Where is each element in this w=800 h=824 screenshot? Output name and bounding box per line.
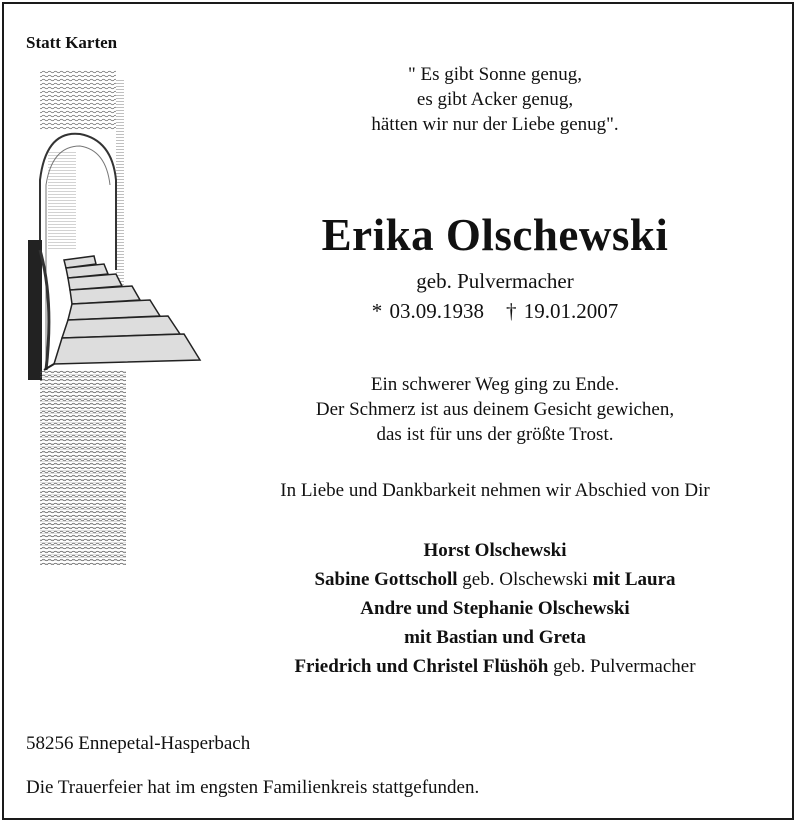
birth-date: * 03.09.1938	[371, 299, 484, 323]
death-date: † 19.01.2007	[506, 299, 619, 323]
mourner-line	[225, 652, 765, 681]
life-dates	[225, 298, 765, 324]
address: 58256 Ennepetal-Hasperbach	[26, 733, 251, 754]
poem-line: Ein schwerer Weg ging zu Ende.	[370, 374, 620, 395]
deceased-name: Erika Olschewski	[321, 210, 669, 260]
quote-line: hätten wir nur der Liebe genug".	[371, 114, 619, 135]
mourner-name: Friedrich und Christel Flüshöh	[294, 656, 549, 677]
header-label: Statt Karten	[26, 33, 118, 52]
opening-quote	[225, 62, 765, 137]
memorial-poem	[225, 372, 765, 447]
mourner-with: mit Laura	[592, 569, 676, 590]
mourner-name: Sabine Gottscholl	[314, 569, 458, 590]
mourners-list	[225, 536, 765, 681]
mourner-line: Horst Olschewski	[423, 540, 567, 561]
closing-note: Die Trauerfeier hat im engsten Familienkreis stattgefunden.	[26, 777, 480, 798]
mourner-birth-name: geb. Olschewski	[462, 569, 588, 590]
farewell-text: In Liebe und Dankbarkeit nehmen wir Abschied von Dir	[280, 480, 710, 501]
poem-line: Der Schmerz ist aus deinem Gesicht gewichen,	[315, 399, 675, 420]
staircase-illustration-icon	[24, 70, 204, 565]
quote-line: " Es gibt Sonne genug,	[408, 64, 582, 85]
mourner-line	[225, 565, 765, 594]
poem-line: das ist für uns der größte Trost.	[376, 424, 614, 445]
mourner-line: Andre und Stephanie Olschewski	[360, 598, 630, 619]
birth-name: geb. Pulvermacher	[416, 269, 574, 293]
quote-line: es gibt Acker genug,	[416, 89, 574, 110]
mourner-line: mit Bastian und Greta	[404, 627, 586, 648]
mourner-birth-name: geb. Pulvermacher	[553, 656, 696, 677]
